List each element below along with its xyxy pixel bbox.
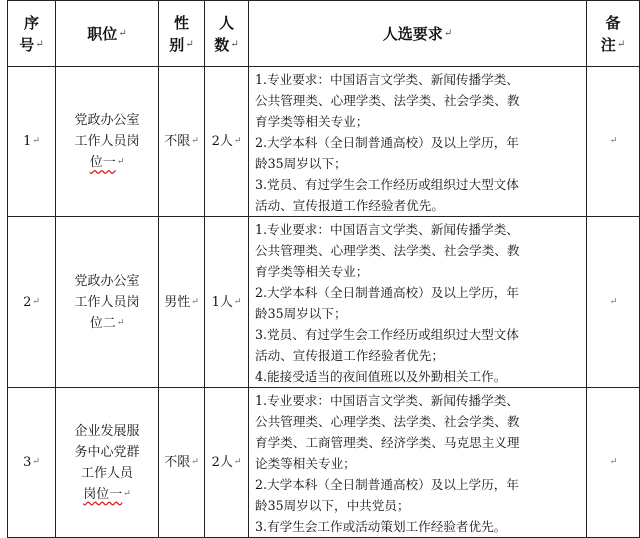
requirement-line: 活动、宣传报道工作经验者优先； — [255, 348, 444, 363]
requirement-line: 4.能接受适当的夜间值班以及外勤相关工作。 — [255, 369, 507, 384]
requirement-line: 论类等相关专业； — [255, 456, 356, 471]
requirement-line: 公共管理类、心理学类、法学类、社会学类、教 — [255, 414, 520, 429]
header-seq — [8, 1, 56, 67]
position-line: 岗位一 — [83, 486, 123, 502]
requirement-line: 3.党员、有过学生会工作经历或组织过大型文体 — [255, 327, 519, 342]
requirement-line: 活动、宣传报道工作经验者优先。 — [255, 198, 444, 213]
header-count-line1: 人 — [218, 13, 234, 32]
requirement-line: 公共管理类、心理学类、法学类、社会学类、教 — [255, 93, 520, 108]
requirements-cell — [249, 388, 587, 538]
position-cell — [56, 217, 159, 388]
count-value: 1人 — [211, 294, 233, 310]
paragraph-mark: ↵ — [116, 317, 125, 328]
position-line: 位二 — [89, 315, 116, 331]
header-count — [205, 1, 249, 67]
requirement-line: 2.大学本科（全日制普通高校）及以上学历，年 — [255, 135, 519, 150]
position-line: 党政办公室 — [74, 273, 140, 289]
paragraph-mark: ↵ — [233, 296, 242, 307]
position-line: 工作人员岗 — [74, 134, 140, 149]
requirement-line: 龄35周岁以下； — [255, 156, 347, 171]
header-position-label: 职位 — [87, 24, 118, 43]
count-cell — [205, 67, 249, 217]
gender-cell — [159, 67, 205, 217]
header-gender — [159, 1, 205, 67]
seq-cell — [8, 388, 56, 538]
count-cell — [205, 388, 249, 538]
paragraph-mark: ↵ — [609, 136, 618, 146]
position-line: 工作人员岗 — [74, 294, 140, 310]
paragraph-mark: ↵ — [233, 457, 242, 467]
header-requirements — [249, 1, 587, 67]
count-value: 2人 — [211, 134, 233, 149]
header-remarks — [587, 1, 640, 67]
header-count-line2: 数 — [214, 35, 230, 54]
requirement-line: 3.有学生会工作或活动策划工作经验者优先。 — [255, 519, 507, 534]
paragraph-mark: ↵ — [616, 38, 626, 50]
position-line: 企业发展服 — [74, 423, 140, 439]
requirements-cell — [249, 67, 587, 217]
gender-cell — [159, 217, 205, 388]
position-line: 工作人员 — [80, 465, 133, 481]
header-row — [8, 1, 640, 67]
header-remarks-line1: 备 — [605, 13, 621, 32]
recruitment-table — [7, 0, 640, 538]
paragraph-mark: ↵ — [191, 457, 199, 467]
position-line: 党政办公室 — [74, 113, 140, 128]
header-seq-line1: 序 — [23, 13, 39, 32]
seq-value: 1 — [23, 134, 32, 149]
paragraph-mark: ↵ — [191, 136, 199, 146]
paragraph-mark: ↵ — [609, 296, 618, 307]
paragraph-mark: ↵ — [123, 488, 131, 499]
requirement-line: 龄35周岁以下； — [255, 306, 347, 321]
seq-cell — [8, 67, 56, 217]
position-cell — [56, 67, 159, 217]
seq-value: 2 — [23, 294, 32, 310]
paragraph-mark: ↵ — [32, 136, 40, 146]
count-value: 2人 — [211, 455, 233, 470]
paragraph-mark: ↵ — [191, 296, 199, 307]
paragraph-mark: ↵ — [230, 38, 239, 50]
requirement-line: 2.大学本科（全日制普通高校）及以上学历，年 — [255, 477, 519, 492]
table-row — [8, 67, 640, 217]
paragraph-mark: ↵ — [32, 457, 40, 467]
table-row — [8, 388, 640, 538]
requirement-line: 龄35周岁以下，中共党员； — [255, 498, 410, 513]
seq-cell — [8, 217, 56, 388]
remarks-cell — [587, 67, 640, 217]
position-line: 务中心党群 — [74, 444, 140, 460]
header-position — [56, 1, 159, 67]
table-row — [8, 217, 640, 388]
requirement-line: 2.大学本科（全日制普通高校）及以上学历，年 — [255, 285, 519, 300]
requirement-line: 公共管理类、心理学类、法学类、社会学类、教 — [255, 243, 520, 258]
gender-value: 不限 — [164, 455, 191, 470]
position-line: 位一 — [89, 155, 116, 170]
paragraph-mark: ↵ — [32, 296, 40, 307]
paragraph-mark: ↵ — [35, 38, 44, 50]
requirement-line: 1.专业要求：中国语言文学类、新闻传播学类、 — [255, 72, 519, 87]
header-remarks-line2: 注 — [600, 35, 616, 54]
requirement-line: 育学类等相关专业； — [255, 114, 369, 129]
paragraph-mark: ↵ — [233, 136, 242, 146]
gender-value: 男性 — [164, 294, 191, 310]
requirement-line: 1.专业要求：中国语言文学类、新闻传播学类、 — [255, 393, 519, 408]
header-seq-line2: 号 — [19, 35, 35, 54]
paragraph-mark: ↵ — [116, 157, 125, 167]
seq-value: 3 — [23, 455, 32, 470]
paragraph-mark: ↵ — [609, 457, 618, 467]
requirement-line: 育学类等相关专业； — [255, 264, 369, 279]
requirement-line: 3.党员、有过学生会工作经历或组织过大型文体 — [255, 177, 519, 192]
count-cell — [205, 217, 249, 388]
remarks-cell — [587, 388, 640, 538]
gender-value: 不限 — [164, 134, 191, 149]
requirement-line: 育学类、工商管理类、经济学类、马克思主义理 — [255, 435, 520, 450]
paragraph-mark: ↵ — [443, 27, 453, 39]
gender-cell — [159, 388, 205, 538]
requirements-cell — [249, 217, 587, 388]
header-gender-line1: 性 — [173, 13, 189, 32]
header-gender-line2: 别 — [169, 35, 185, 54]
paragraph-mark: ↵ — [118, 27, 127, 39]
paragraph-mark: ↵ — [185, 38, 194, 50]
position-cell — [56, 388, 159, 538]
remarks-cell — [587, 217, 640, 388]
requirement-line: 1.专业要求：中国语言文学类、新闻传播学类、 — [255, 222, 519, 237]
header-requirements-label: 人选要求 — [382, 24, 443, 43]
